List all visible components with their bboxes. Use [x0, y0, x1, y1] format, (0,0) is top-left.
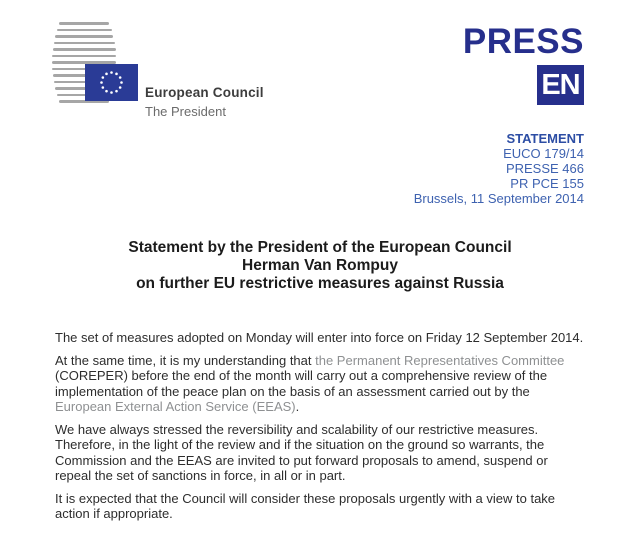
link-text[interactable]: the Permanent Representatives Committee [315, 352, 565, 368]
body-paragraph [55, 491, 585, 522]
body-paragraph [55, 330, 585, 346]
language-badge: EN [537, 65, 584, 105]
org-identity [145, 85, 264, 119]
body-paragraph [55, 422, 585, 484]
paragraph-text: The set of measures adopted on Monday will enter into force on Friday 12 September 2014. [55, 330, 584, 345]
title-line: on further EU restrictive measures against Russia [136, 275, 504, 292]
document-type-label: STATEMENT [506, 131, 584, 146]
reference-number: PRESSE 466 [505, 161, 584, 176]
press-header [463, 24, 584, 105]
reference-number: EUCO 179/14 [503, 146, 584, 161]
paragraph-text: We have always stressed the reversibility and scalability of our restrictive measures. Therefore, in the light of the review and if the situation on the ground so warrants, the Commission and the EEAS are invited to put forward proposals to amend, suspend or repeal the set of sanctions in force, in all or in part. [55, 421, 548, 483]
org-subtitle: The President [145, 104, 226, 119]
link-text[interactable]: European External Action Service (EEAS) [55, 399, 296, 414]
title-line: Statement by the President of the European Council [128, 239, 512, 256]
paragraph-text: It is expected that the Council will consider these proposals urgently with a view to take action if appropriate. [55, 490, 556, 521]
paragraph-text: (COREPER) before the end of the month will carry out a comprehensive review of the implementation of the peace plan on the basis of an assessment carried out by the [55, 368, 548, 399]
paragraph-text: At the same time, it is my understanding that [55, 352, 316, 368]
paragraph-text: . [295, 399, 300, 414]
body-paragraphs [55, 330, 585, 529]
press-wordmark: PRESS [462, 22, 584, 61]
statement-title [0, 239, 640, 293]
reference-block [414, 131, 584, 206]
reference-number: PR PCE 155 [510, 176, 584, 191]
dateline: Brussels, 11 September 2014 [413, 191, 584, 206]
org-name: European Council [145, 85, 264, 100]
title-line: Herman Van Rompuy [242, 257, 398, 274]
body-paragraph [55, 353, 585, 415]
eu-flag-icon [85, 64, 138, 101]
